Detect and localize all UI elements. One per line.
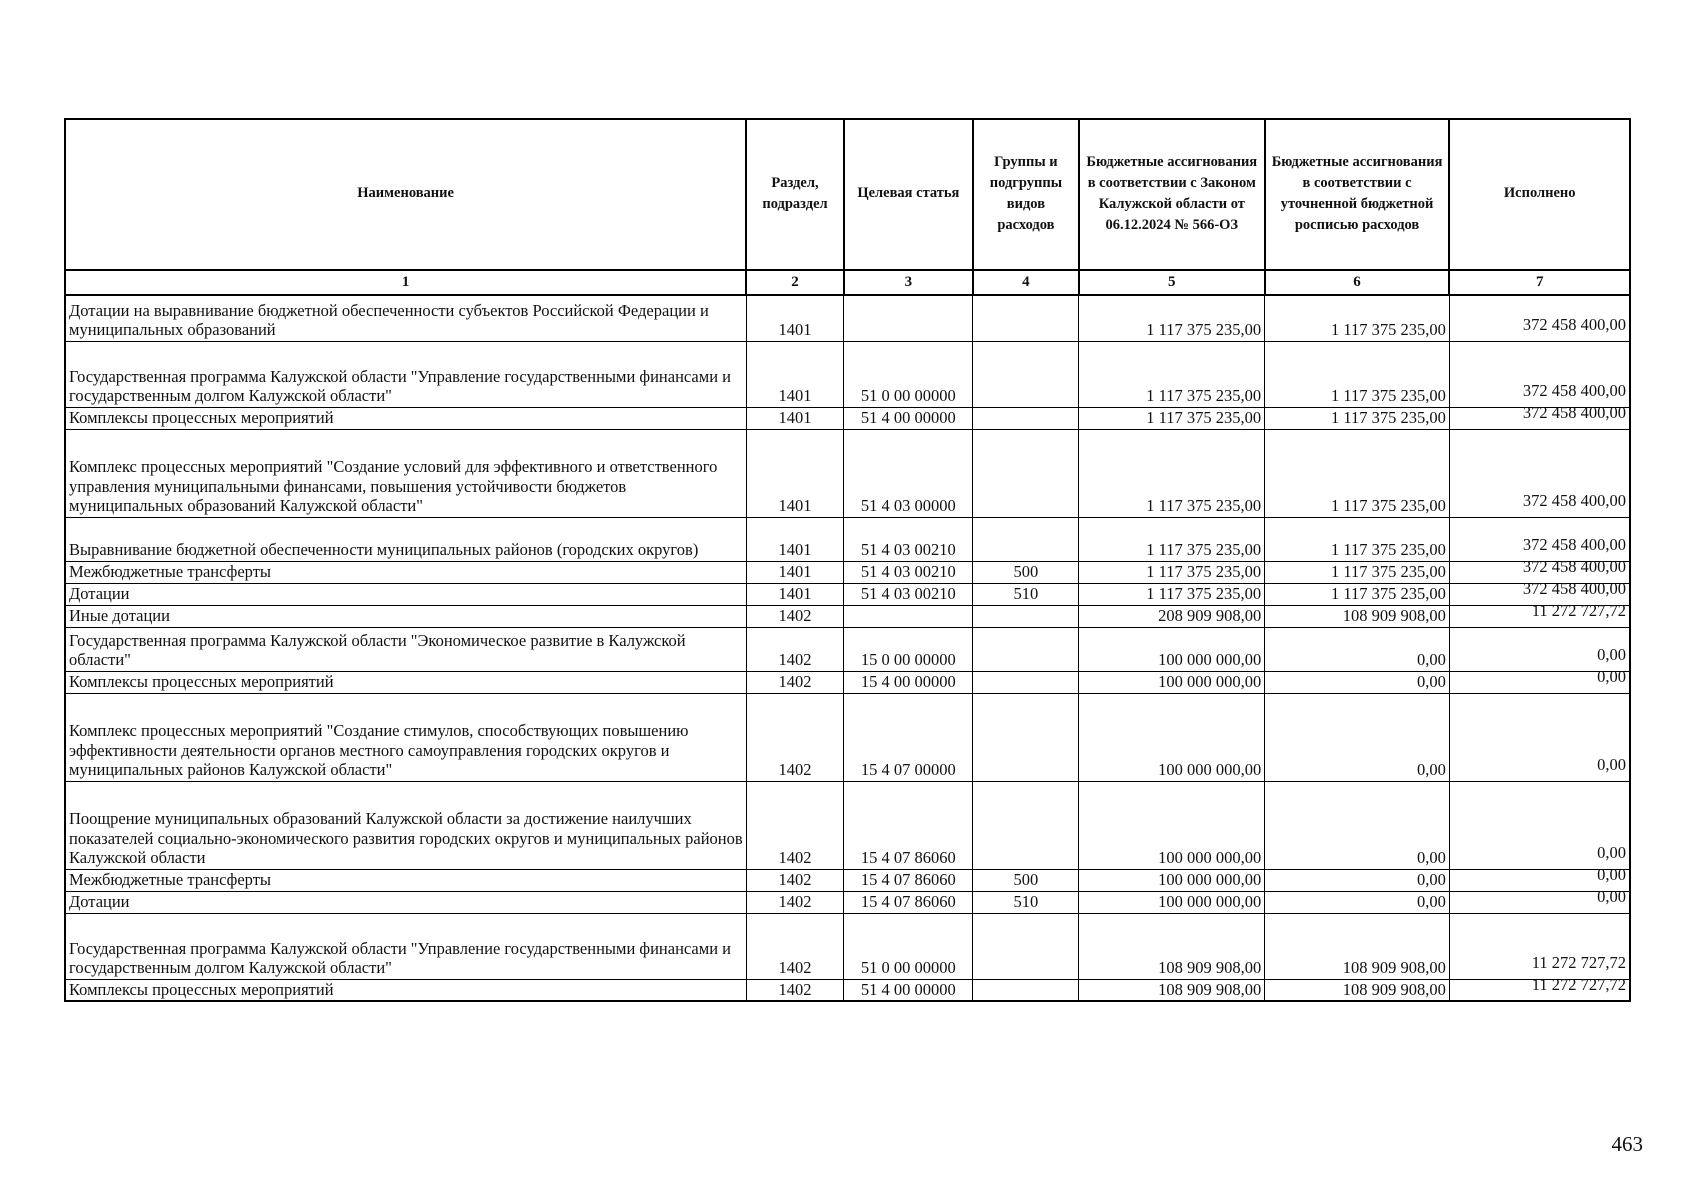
row-name (65, 295, 746, 341)
row-target-article (844, 979, 973, 1001)
row-target-article-text: 51 4 03 00210 (860, 584, 956, 604)
row-section (746, 407, 844, 429)
row-executed-amount (1449, 887, 1630, 913)
row-law-amount (1079, 295, 1265, 341)
row-name (65, 341, 746, 407)
row-target-article (844, 627, 973, 671)
row-target-article (844, 913, 973, 979)
row-executed-amount (1449, 295, 1630, 341)
row-name (65, 407, 746, 429)
row-law-amount (1079, 693, 1265, 781)
row-executed-amount (1449, 913, 1630, 979)
row-expense-group (973, 583, 1079, 605)
row-law-amount-text: 100 000 000,00 (1158, 892, 1262, 912)
row-law-amount (1079, 979, 1265, 1001)
row-expense-group (973, 429, 1079, 517)
row-executed-amount (1449, 974, 1630, 1001)
row-law-amount-text: 100 000 000,00 (1158, 848, 1262, 868)
table-row (65, 407, 1630, 429)
row-section-text: 1402 (778, 958, 812, 978)
row-revised-amount (1265, 891, 1450, 913)
row-revised-amount (1265, 913, 1450, 979)
row-section (746, 781, 844, 869)
row-section (746, 869, 844, 891)
row-revised-amount-text: 0,00 (1417, 848, 1446, 868)
row-executed-amount (1449, 667, 1630, 693)
row-name (65, 671, 746, 693)
row-revised-amount (1265, 429, 1450, 517)
row-name-text: Государственная программа Калужской области "Управление государственными финансами и государственным долгом Калужской области" (69, 938, 731, 978)
row-expense-group (973, 913, 1079, 979)
row-name (65, 605, 746, 627)
row-executed-amount-text: 372 458 400,00 (1522, 491, 1626, 511)
header-expense-groups: Группы и подгруппы видов расходов (973, 119, 1079, 270)
row-expense-group (973, 517, 1079, 561)
row-revised-amount (1265, 869, 1450, 891)
row-target-article (844, 295, 973, 341)
row-expense-group (973, 693, 1079, 781)
row-law-amount-text: 1 117 375 235,00 (1146, 386, 1262, 406)
table-row (65, 627, 1630, 671)
row-target-article (844, 693, 973, 781)
row-section (746, 583, 844, 605)
row-executed-amount-text: 372 458 400,00 (1522, 579, 1626, 599)
row-executed-amount-text: 372 458 400,00 (1522, 557, 1626, 577)
row-target-article (844, 671, 973, 693)
row-section-text: 1401 (778, 540, 812, 560)
row-executed-amount (1449, 693, 1630, 781)
row-name (65, 627, 746, 671)
row-section-text: 1402 (778, 979, 812, 999)
row-revised-amount (1265, 407, 1450, 429)
row-revised-amount (1265, 561, 1450, 583)
row-executed-amount-text: 0,00 (1597, 865, 1626, 885)
header-row (65, 119, 1630, 270)
row-law-amount (1079, 627, 1265, 671)
row-name-text: Комплекс процессных мероприятий "Создание стимулов, способствующих повышению эффективности деятельности органов местного самоуправления городских округов и муниципальных районов Калужской области" (69, 721, 689, 780)
row-section (746, 671, 844, 693)
row-law-amount-text: 1 117 375 235,00 (1146, 562, 1262, 582)
column-number: 7 (1449, 270, 1630, 295)
row-revised-amount-text: 0,00 (1417, 760, 1446, 780)
row-name-text: Дотации на выравнивание бюджетной обеспеченности субъектов Российской Федерации и муниципальных образований (69, 300, 709, 340)
row-executed-amount-text: 372 458 400,00 (1522, 535, 1626, 555)
row-executed-amount-text: 0,00 (1597, 843, 1626, 863)
column-number: 3 (844, 270, 973, 295)
row-section-text: 1402 (778, 650, 812, 670)
table-row (65, 913, 1630, 979)
row-target-article (844, 429, 973, 517)
row-executed-amount-text: 0,00 (1597, 667, 1626, 687)
row-revised-amount-text: 1 117 375 235,00 (1331, 408, 1446, 428)
row-section-text: 1401 (778, 408, 812, 428)
row-expense-group (973, 869, 1079, 891)
table-row (65, 869, 1630, 891)
row-target-article-text: 15 4 07 86060 (860, 870, 956, 890)
row-law-amount (1079, 891, 1265, 913)
row-expense-group (973, 605, 1079, 627)
row-section (746, 561, 844, 583)
table-body (65, 295, 1630, 1001)
row-law-amount-text: 108 909 908,00 (1158, 979, 1262, 999)
row-target-article-text: 15 4 00 00000 (860, 672, 956, 692)
row-section (746, 693, 844, 781)
row-section (746, 429, 844, 517)
row-law-amount (1079, 605, 1265, 627)
row-section (746, 517, 844, 561)
column-number: 2 (746, 270, 844, 295)
row-section (746, 913, 844, 979)
header-revised-allocations: Бюджетные ассигнования в соответствии с уточненной бюджетной росписью расходов (1265, 119, 1450, 270)
row-section-text: 1402 (778, 760, 812, 780)
row-executed-amount-text: 11 272 727,72 (1531, 601, 1626, 621)
row-target-article-text: 15 0 00 00000 (860, 650, 956, 670)
row-section-text: 1402 (778, 870, 812, 890)
row-section-text: 1401 (778, 386, 812, 406)
row-section-text: 1402 (778, 892, 812, 912)
row-executed-amount-text: 372 458 400,00 (1522, 315, 1626, 335)
table-row (65, 561, 1630, 583)
row-revised-amount-text: 1 117 375 235,00 (1331, 386, 1446, 406)
row-target-article-text: 51 4 03 00210 (860, 540, 956, 560)
row-name-text: Государственная программа Калужской области "Управление государственными финансами и государственным долгом Калужской области" (69, 366, 731, 406)
table-row (65, 583, 1630, 605)
header-law-allocations: Бюджетные ассигнования в соответствии с Законом Калужской области от 06.12.2024 № 566-ОЗ (1079, 119, 1265, 270)
row-name (65, 891, 746, 913)
row-executed-amount-text: 0,00 (1597, 755, 1626, 775)
row-law-amount (1079, 583, 1265, 605)
row-executed-amount (1449, 781, 1630, 869)
row-section (746, 891, 844, 913)
row-name (65, 583, 746, 605)
row-revised-amount-text: 0,00 (1417, 650, 1446, 670)
row-target-article-text: 51 4 03 00210 (860, 562, 956, 582)
row-section (746, 605, 844, 627)
row-law-amount (1079, 781, 1265, 869)
row-revised-amount-text: 108 909 908,00 (1342, 958, 1446, 978)
row-revised-amount-text: 0,00 (1417, 870, 1446, 890)
row-law-amount-text: 1 117 375 235,00 (1146, 584, 1262, 604)
table-row (65, 517, 1630, 561)
row-expense-group (973, 671, 1079, 693)
row-revised-amount-text: 1 117 375 235,00 (1331, 562, 1446, 582)
header-executed: Исполнено (1449, 119, 1630, 270)
column-number-row (65, 270, 1630, 295)
row-name-text: Комплексы процессных мероприятий (69, 408, 334, 428)
row-revised-amount-text: 108 909 908,00 (1342, 979, 1446, 999)
row-law-amount (1079, 341, 1265, 407)
row-revised-amount (1265, 627, 1450, 671)
row-expense-group (973, 781, 1079, 869)
row-name (65, 517, 746, 561)
row-law-amount-text: 1 117 375 235,00 (1146, 540, 1262, 560)
row-target-article-text: 15 4 07 86060 (860, 892, 956, 912)
row-name-text: Выравнивание бюджетной обеспеченности муниципальных районов (городских округов) (69, 540, 699, 560)
row-law-amount-text: 1 117 375 235,00 (1146, 320, 1262, 340)
row-law-amount (1079, 429, 1265, 517)
row-executed-amount-text: 11 272 727,72 (1531, 974, 1626, 994)
row-expense-group-text: 500 (1013, 870, 1039, 890)
row-law-amount-text: 108 909 908,00 (1158, 958, 1262, 978)
row-section-text: 1401 (778, 496, 812, 516)
row-law-amount (1079, 913, 1265, 979)
row-section-text: 1402 (778, 672, 812, 692)
row-target-article-text: 51 4 00 00000 (860, 408, 956, 428)
row-expense-group (973, 979, 1079, 1001)
row-law-amount (1079, 407, 1265, 429)
row-law-amount (1079, 671, 1265, 693)
row-revised-amount-text: 108 909 908,00 (1342, 606, 1446, 626)
row-name (65, 979, 746, 1001)
row-section-text: 1402 (778, 848, 812, 868)
row-target-article-text: 15 4 07 00000 (860, 760, 956, 780)
row-revised-amount (1265, 295, 1450, 341)
table-row (65, 979, 1630, 1001)
row-name (65, 693, 746, 781)
row-law-amount-text: 100 000 000,00 (1158, 650, 1262, 670)
row-expense-group (973, 891, 1079, 913)
row-executed-amount-text: 0,00 (1597, 645, 1626, 665)
row-name-text: Государственная программа Калужской области "Экономическое развитие в Калужской области" (69, 630, 686, 670)
row-executed-amount (1449, 601, 1630, 627)
row-expense-group (973, 627, 1079, 671)
table-row (65, 295, 1630, 341)
row-target-article (844, 869, 973, 891)
row-expense-group (973, 295, 1079, 341)
row-expense-group-text: 500 (1013, 562, 1039, 582)
row-executed-amount (1449, 517, 1630, 561)
column-number: 5 (1079, 270, 1265, 295)
table-row (65, 891, 1630, 913)
row-expense-group (973, 341, 1079, 407)
row-revised-amount (1265, 671, 1450, 693)
row-name-text: Дотации (69, 892, 130, 912)
row-revised-amount (1265, 605, 1450, 627)
row-section (746, 979, 844, 1001)
row-target-article (844, 583, 973, 605)
page-number: 463 (1611, 1132, 1643, 1156)
row-name-text: Иные дотации (69, 606, 170, 626)
row-law-amount-text: 100 000 000,00 (1158, 760, 1262, 780)
row-revised-amount (1265, 781, 1450, 869)
row-name (65, 913, 746, 979)
row-name-text: Поощрение муниципальных образований Калужской области за достижение наилучших показателей социально-экономического развития городских округов и муниципальных районов Калужской области (69, 809, 743, 868)
table-row (65, 693, 1630, 781)
row-section-text: 1401 (778, 562, 812, 582)
row-executed-amount (1449, 341, 1630, 407)
row-revised-amount (1265, 693, 1450, 781)
row-name-text: Комплексы процессных мероприятий (69, 672, 334, 692)
row-section-text: 1401 (778, 584, 812, 604)
row-law-amount (1079, 561, 1265, 583)
column-number: 4 (973, 270, 1079, 295)
row-name-text: Комплекс процессных мероприятий "Создание условий для эффективного и ответственного управления муниципальными финансами, повышения устойчивости бюджетов муниципальных образований Калужской области" (69, 457, 718, 516)
budget-table (64, 118, 1631, 1002)
header-section: Раздел, подраздел (746, 119, 844, 270)
row-expense-group-text: 510 (1013, 892, 1039, 912)
row-law-amount-text: 1 117 375 235,00 (1146, 408, 1262, 428)
header-name: Наименование (65, 119, 746, 270)
row-executed-amount-text: 372 458 400,00 (1522, 403, 1626, 423)
row-expense-group (973, 407, 1079, 429)
row-section-text: 1401 (778, 320, 812, 340)
row-expense-group (973, 561, 1079, 583)
row-section (746, 341, 844, 407)
row-target-article (844, 561, 973, 583)
row-section-text: 1402 (778, 606, 812, 626)
row-target-article-text: 51 4 00 00000 (860, 979, 956, 999)
row-name-text: Межбюджетные трансферты (69, 870, 272, 890)
row-name-text: Дотации (69, 584, 130, 604)
row-executed-amount-text: 11 272 727,72 (1531, 953, 1626, 973)
table-row (65, 341, 1630, 407)
row-revised-amount-text: 1 117 375 235,00 (1331, 496, 1446, 516)
row-executed-amount (1449, 627, 1630, 671)
row-law-amount (1079, 869, 1265, 891)
row-revised-amount (1265, 341, 1450, 407)
row-name-text: Межбюджетные трансферты (69, 562, 272, 582)
row-section (746, 295, 844, 341)
row-revised-amount-text: 1 117 375 235,00 (1331, 540, 1446, 560)
column-number: 1 (65, 270, 746, 295)
row-revised-amount-text: 0,00 (1417, 892, 1446, 912)
row-target-article (844, 407, 973, 429)
table-row (65, 781, 1630, 869)
row-target-article-text: 51 0 00 00000 (860, 386, 956, 406)
row-revised-amount (1265, 517, 1450, 561)
row-section (746, 627, 844, 671)
table-row (65, 429, 1630, 517)
row-target-article-text: 51 0 00 00000 (860, 958, 956, 978)
row-law-amount-text: 208 909 908,00 (1158, 606, 1262, 626)
row-revised-amount (1265, 583, 1450, 605)
row-revised-amount-text: 1 117 375 235,00 (1331, 584, 1446, 604)
row-target-article (844, 517, 973, 561)
row-name (65, 429, 746, 517)
row-target-article-text: 51 4 03 00000 (860, 496, 956, 516)
row-executed-amount-text: 0,00 (1597, 887, 1626, 907)
row-target-article (844, 891, 973, 913)
row-executed-amount-text: 372 458 400,00 (1522, 381, 1626, 401)
row-target-article (844, 781, 973, 869)
header-target-article: Целевая статья (844, 119, 973, 270)
row-target-article-text: 15 4 07 86060 (860, 848, 956, 868)
row-expense-group-text: 510 (1013, 584, 1039, 604)
column-number: 6 (1265, 270, 1450, 295)
row-revised-amount-text: 0,00 (1417, 672, 1446, 692)
row-revised-amount (1265, 979, 1450, 1001)
row-executed-amount (1449, 429, 1630, 517)
table-row (65, 671, 1630, 693)
row-law-amount-text: 1 117 375 235,00 (1146, 496, 1262, 516)
row-name (65, 781, 746, 869)
row-law-amount-text: 100 000 000,00 (1158, 870, 1262, 890)
row-law-amount-text: 100 000 000,00 (1158, 672, 1262, 692)
row-name (65, 561, 746, 583)
table-row (65, 605, 1630, 627)
row-name-text: Комплексы процессных мероприятий (69, 979, 334, 999)
row-name (65, 869, 746, 891)
row-law-amount (1079, 517, 1265, 561)
row-target-article (844, 341, 973, 407)
row-revised-amount-text: 1 117 375 235,00 (1331, 320, 1446, 340)
row-target-article (844, 605, 973, 627)
row-executed-amount (1449, 403, 1630, 429)
